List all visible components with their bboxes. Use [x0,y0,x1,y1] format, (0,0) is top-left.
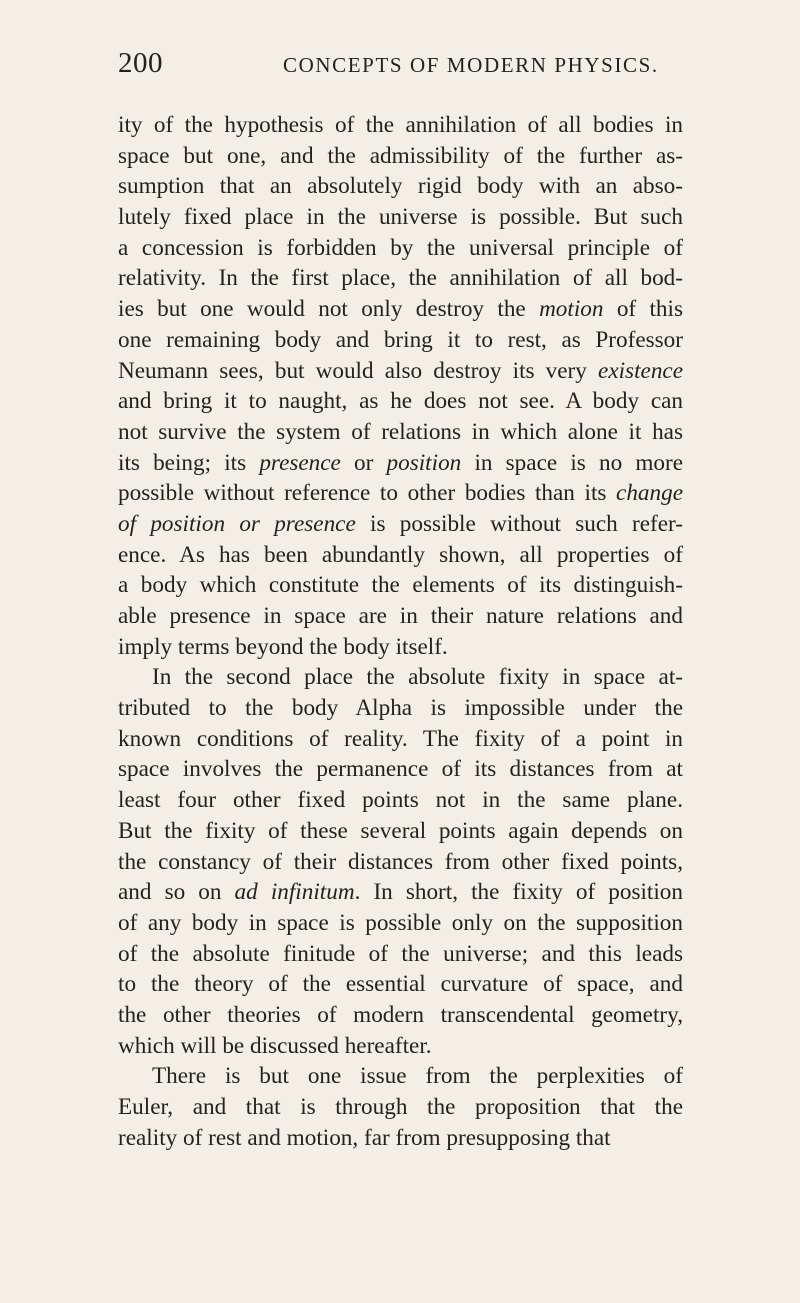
text-line [118,141,683,172]
text-line [118,632,683,663]
text-line [118,386,683,417]
text-segment: not survive the system of relations in which alone it has [118,418,683,445]
text-line [118,939,683,970]
text-line [118,509,683,540]
text-segment: the constancy of their distances from other fixed points, [118,848,683,875]
text-segment: a concession is forbidden by the universal principle of [118,234,683,261]
text-line [118,233,683,264]
text-segment: imply terms beyond the body itself. [118,633,448,660]
text-segment: In the second place the absolute fixity in space at- [152,664,683,691]
text-line [118,448,683,479]
text-segment: ies but one would not only destroy the [118,296,540,323]
italic-text: ad infinitum [234,879,355,906]
text-line [118,816,683,847]
text-segment: a body which constitute the elements of its distinguish- [118,572,683,599]
text-line [118,693,683,724]
text-line [118,877,683,908]
text-line [118,325,683,356]
text-segment: its being; its [118,449,260,476]
text-segment: and so on [118,879,235,906]
text-line [118,724,683,755]
text-segment: which will be discussed hereafter. [118,1032,432,1059]
text-segment: least four other fixed points not in the same plane. [118,787,683,814]
text-segment: reality of rest and motion, far from presupposing that [118,1124,611,1151]
text-segment: space involves the permanence of its distances from at [118,756,683,783]
text-segment: relativity. In the first place, the annihilation of all bod- [118,265,683,292]
text-line [118,847,683,878]
text-segment: in space is no more [461,449,683,476]
italic-text: position [386,449,462,476]
text-line [118,417,683,448]
italic-text: of position or presence [118,510,356,537]
text-segment: . In short, the fixity of position [354,879,683,906]
text-segment: sumption that an absolutely rigid body with an abso- [118,173,683,200]
text-line [118,785,683,816]
italic-text: change [616,480,683,507]
italic-text: presence [259,449,341,476]
italic-text: existence [598,357,683,384]
text-segment: one remaining body and bring it to rest, as Professor [118,326,683,353]
text-segment: is possible without such refer- [355,510,683,537]
page-number: 200 [118,47,163,79]
text-line [118,478,683,509]
text-segment: space but one, and the admissibility of the further as- [118,142,683,169]
text-segment: or [340,449,387,476]
text-line [118,601,683,632]
text-segment: known conditions of reality. The fixity of a point in [118,725,683,752]
text-segment: tributed to the body Alpha is impossible under the [118,695,683,722]
text-line [118,294,683,325]
text-segment: There is but one issue from the perplexities of [152,1063,683,1090]
text-line [118,1031,683,1062]
text-segment: But the fixity of these several points again depends on [118,817,683,844]
text-line [118,110,683,141]
text-line [118,1061,683,1092]
text-line [118,1123,683,1154]
text-line [118,908,683,939]
running-head: CONCEPTS OF MODERN PHYSICS. [283,53,659,77]
text-segment: Neumann sees, but would also destroy its very [118,357,599,384]
text-line [118,570,683,601]
text-line [118,171,683,202]
text-line [118,1092,683,1123]
text-segment: of the absolute finitude of the universe; and this leads [118,940,683,967]
text-segment: lutely fixed place in the universe is possible. But such [118,204,683,231]
text-segment: of any body in space is possible only on the supposition [118,909,683,936]
text-segment: the other theories of modern transcendental geometry, [118,1001,683,1028]
text-segment: able presence in space are in their nature relations and [118,603,683,629]
text-segment: and bring it to naught, as he does not see. A body can [118,388,683,415]
text-line [118,754,683,785]
text-line [118,662,683,693]
text-line [118,263,683,294]
text-segment: to the theory of the essential curvature of space, and [118,971,683,998]
text-line [118,969,683,1000]
page-header [118,47,678,83]
text-segment: of this [603,296,683,323]
body-text [118,110,683,1153]
italic-text: motion [539,296,604,323]
text-line [118,356,683,387]
text-segment: ity of the hypothesis of the annihilation of all bodies in [118,112,683,138]
text-line [118,1000,683,1031]
text-line [118,540,683,571]
text-segment: Euler, and that is through the proposition that the [118,1094,683,1120]
text-line [118,202,683,233]
text-segment: possible without reference to other bodies than its [118,480,617,507]
text-segment: ence. As has been abundantly shown, all properties of [118,541,683,568]
